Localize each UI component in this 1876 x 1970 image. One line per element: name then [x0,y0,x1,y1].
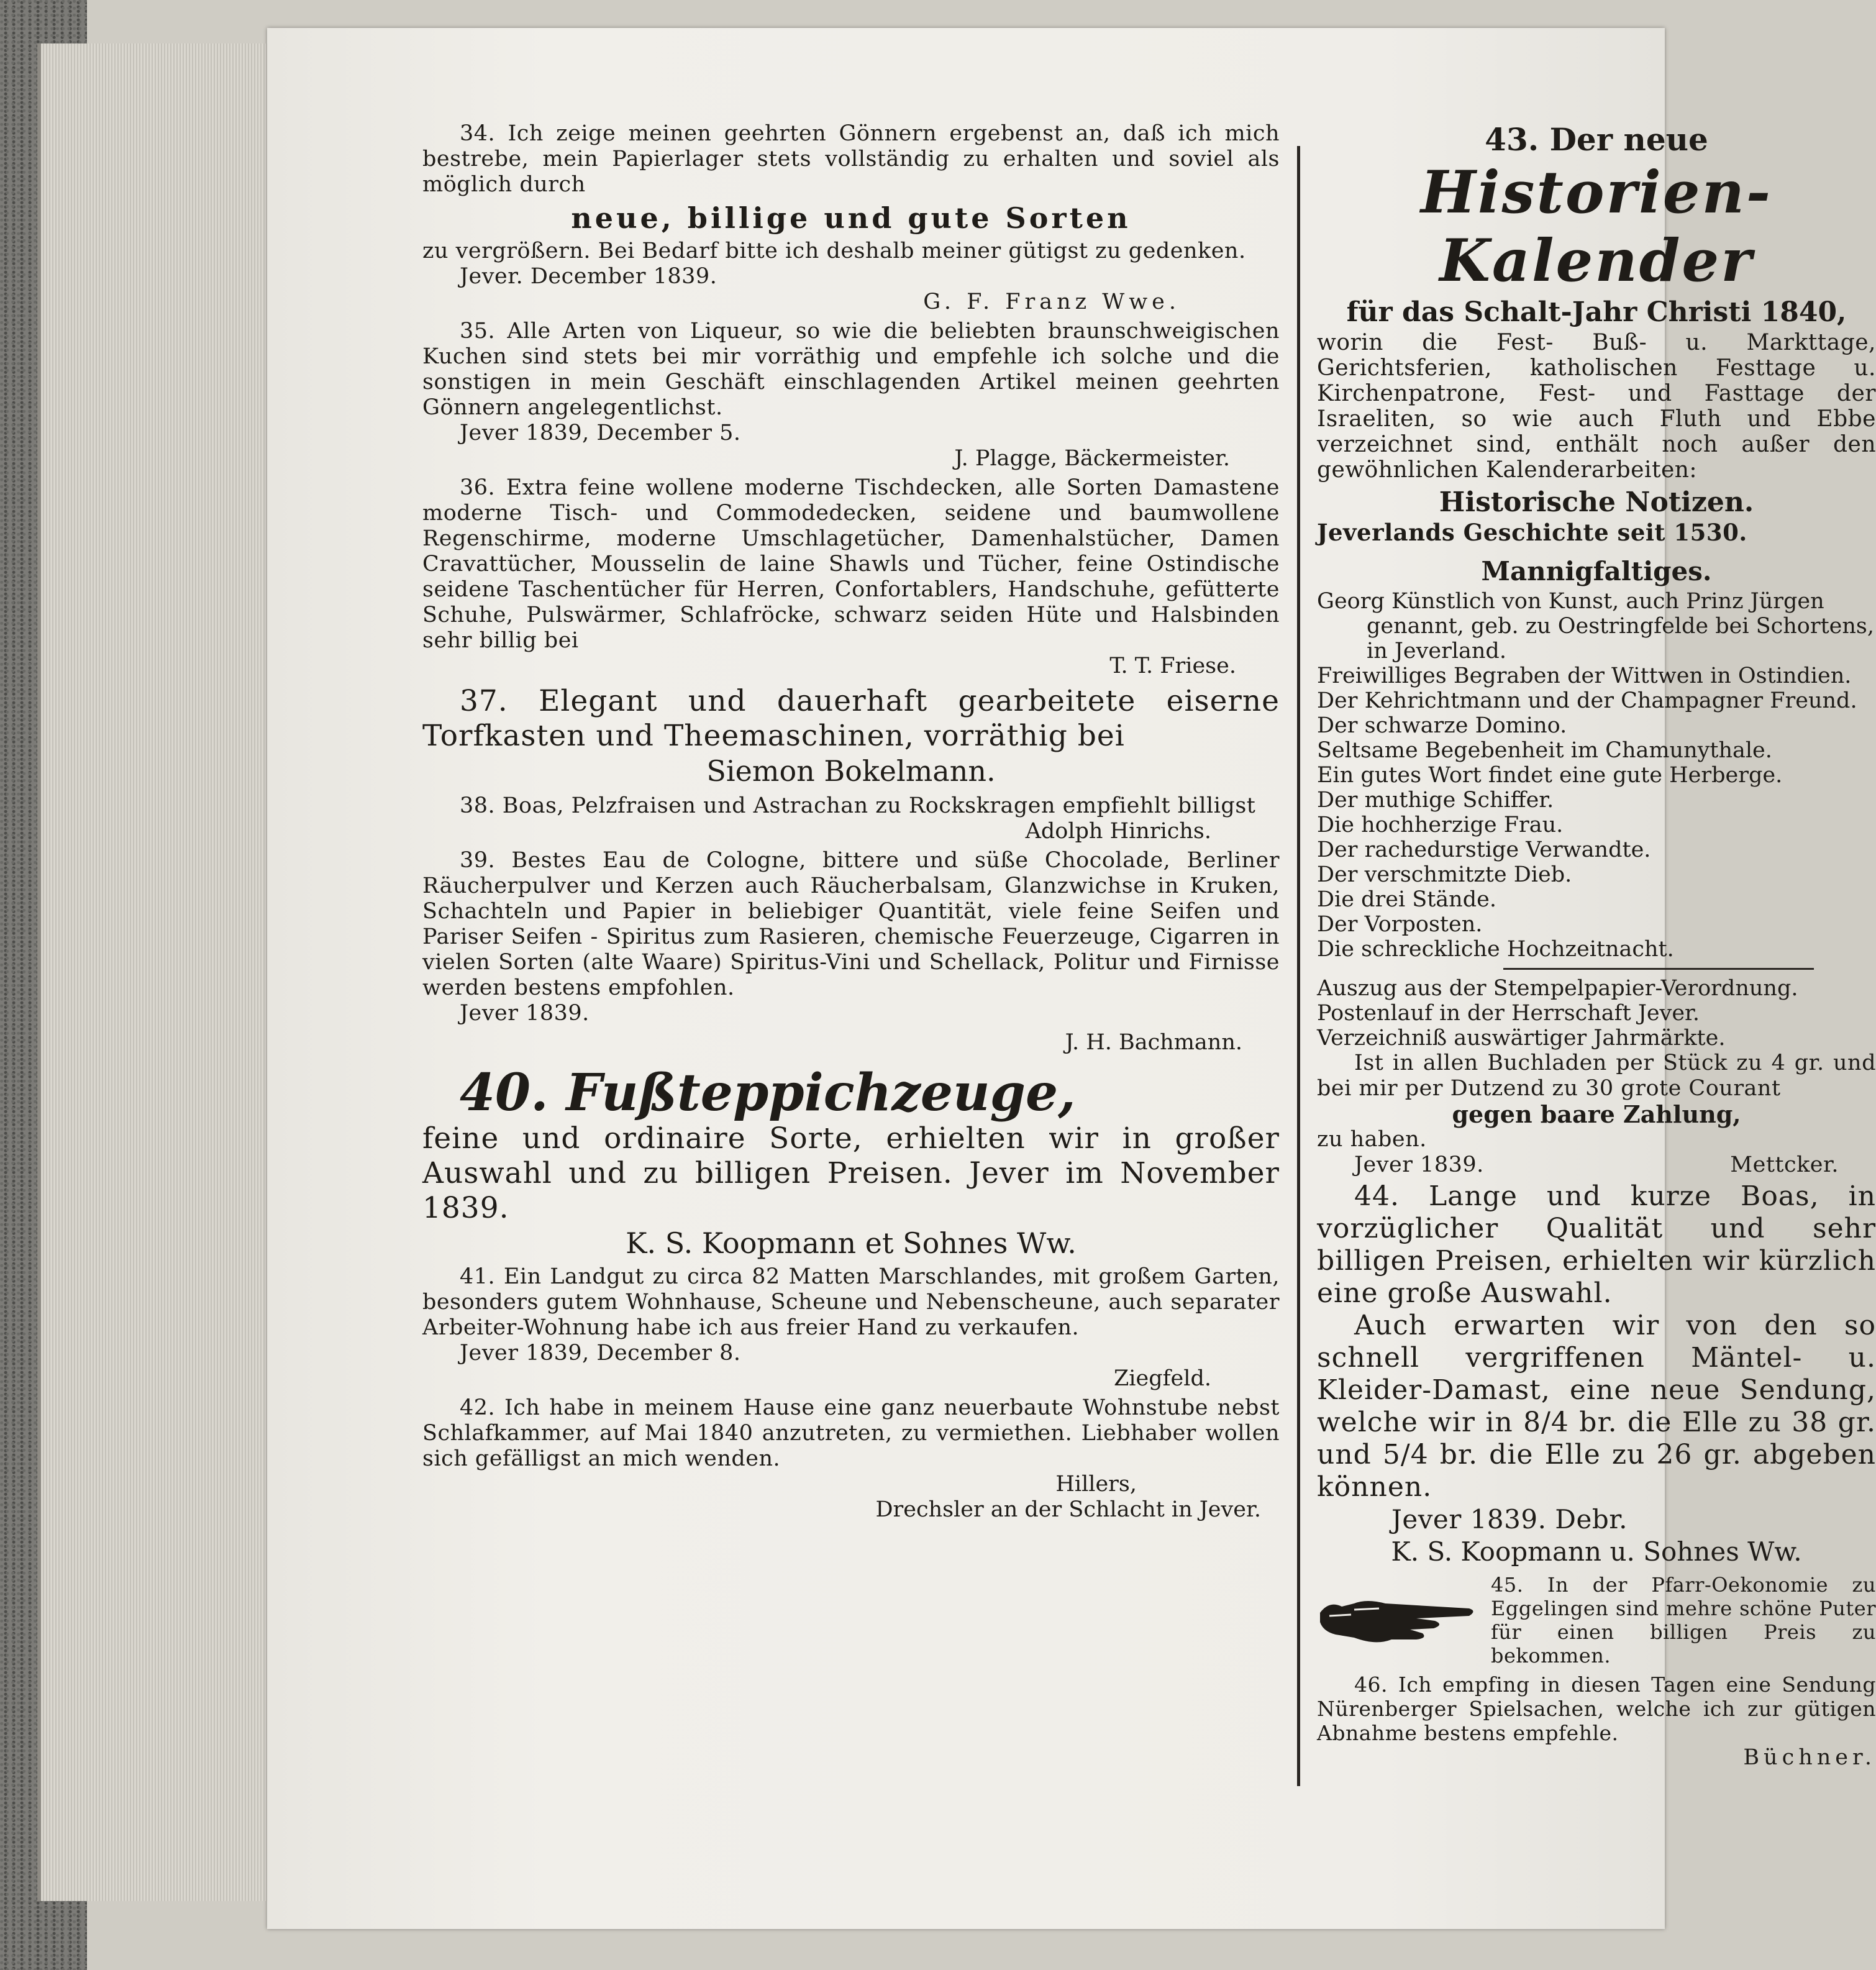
ad-43-price-terms: gegen baare Zahlung, [1452,1100,1741,1128]
ad-38-signature: Adolph Hinrichs. [1025,819,1211,844]
ad-41 [422,1264,1280,1392]
ad-45-text: 45. In der Pfarr-Oekonomie zu Eggelingen sind mehre schöne Puter für einen billigen Preis zu bekommen. [1491,1573,1876,1667]
list-item: Ein gutes Wort findet eine gute Herberge. [1317,763,1783,788]
ad-34-signature: G. F. Franz Wwe. [923,290,1180,314]
ad-43-description: worin die Fest- Buß- u. Markttage, Gerichtsferien, katholischen Festtage u. Kirchenpatrone, Fest- und Fasttage der Israeliten, so wie auch Fluth und Ebbe verzeichnet sind, enthält noch außer den gewöhnlichen Kalenderarbeiten: [1317,330,1876,483]
ad-37-text: 37. Elegant und dauerhaft gearbeitete eiserne Torfkasten und Theemaschinen, vorräthig bei [422,684,1280,753]
ad-34-date: Jever. December 1839. [460,264,717,289]
right-column [1317,121,1876,1771]
ad-44 [1317,1180,1876,1568]
column-divider [1297,146,1300,1786]
ad-43-price-end: zu haben. [1317,1127,1427,1152]
ad-35 [422,319,1280,472]
ad-36 [422,475,1280,679]
ad-34-text-2: zu vergrößern. Bei Bedarf bitte ich deshalb meiner gütigst zu gedenken. [422,239,1246,263]
ad-41-signature: Ziegfeld. [1113,1366,1211,1391]
ad-38-text: 38. Boas, Pelzfraisen und Astrachan zu Rockskragen empfiehlt billigst [460,793,1256,818]
list-item: Der Vorposten. [1317,912,1483,937]
ad-43-misc-list [1317,589,1876,962]
ad-43-misc-heading: Mannigfaltiges. [1481,556,1712,586]
list-item: Der rachedurstige Verwandte. [1317,837,1651,862]
left-column [422,121,1280,1523]
newspaper-page [267,28,1876,1929]
list-item: Auszug aus der Stempelpapier-Verordnung. [1317,976,1798,1001]
ad-37 [422,684,1280,788]
ad-36-signature: T. T. Friese. [1109,654,1236,678]
ad-44-text-2: Auch erwarten wir von den so schnell vergriffenen Mäntel- u. Kleider-Damast, eine neue Sendung, welche wir in 8/4 br. die Elle zu 38 gr. und 5/4 br. die Elle zu 26 gr. abgeben können. [1317,1310,1876,1503]
list-item: Postenlauf in der Herrschaft Jever. [1317,1001,1700,1026]
ad-43-footer [1317,1152,1876,1178]
ad-39-signature: J. H. Bachmann. [1065,1030,1242,1055]
ad-38 [422,793,1280,844]
ad-40 [422,1064,1280,1261]
ad-43 [1317,121,1876,1178]
ad-46 [1317,1672,1876,1771]
ad-40-text: feine und ordinaire Sorte, erhielten wir in großer Auswahl und zu billigen Preisen. Jever im November 1839. [422,1121,1280,1225]
ad-40-headline: 40. Fußteppichzeuge, [460,1063,1076,1123]
ad-44-date: Jever 1839. Debr. [1391,1504,1628,1535]
list-item: Die drei Stände. [1317,887,1496,912]
ad-36-text: 36. Extra feine wollene moderne Tischdecken, alle Sorten Damastene moderne Tisch- und Commodedecken, seidene und baumwollene Regenschirme, moderne Umschlagetücher, Damenhalstücher, Damen Cravattücher, Mousselin de laine Shawls und Tücher, feine Ostindische seidene Taschentücher für Herren, Confortablers, Handschuhe, gefütterte Schuhe, Pulswärmer, Schlafröcke, schwarz seiden Hüte und Halsbinden sehr billig bei [422,475,1280,653]
ad-42-signature: Hillers, [1055,1472,1137,1497]
ad-42-text: 42. Ich habe in meinem Hause eine ganz neuerbaute Wohnstube nebst Schlafkammer, auf Mai 1840 anzutreten, zu vermiethen. Liebhaber wollen sich gefälligst an mich wenden. [422,1395,1280,1471]
ad-43-notes-line: Jeverlands Geschichte seit 1530. [1317,519,1747,546]
ad-45 [1317,1573,1876,1667]
ad-42 [422,1395,1280,1523]
ad-39-text: 39. Bestes Eau de Cologne, bittere und süße Chocolade, Berliner Räucherpulver und Kerzen auch Räucherbalsam, Glanzwichse in Kruken, Schachteln und Papier in beliebiger Quantität, viele feine Seifen und Pariser Seifen - Spiritus zum Rasieren, chemische Feuerzeuge, Cigarren in vielen Sorten (alte Waare) Spiritus-Vini und Schellack, Politur und Firnisse werden bestens empfohlen. [422,848,1280,1000]
ad-44-signature: K. S. Koopmann u. Sohnes Ww. [1391,1536,1802,1567]
ad-35-text: 35. Alle Arten von Liqueur, so wie die beliebten braunschweigischen Kuchen sind stets bei mir vorräthig und empfehle ich solche und die sonstigen in mein Geschäft einschlagenden Artikel meinen geehrten Gönnern angelegentlichst. [422,319,1280,420]
list-item: Verzeichniß auswärtiger Jahrmärkte. [1317,1026,1726,1051]
page-edges [37,43,277,1901]
list-item: Der schwarze Domino. [1317,713,1567,738]
list-item: Der muthige Schiffer. [1317,788,1554,813]
ad-35-date: Jever 1839, December 5. [460,421,741,445]
ad-41-text: 41. Ein Landgut zu circa 82 Matten Marschlandes, mit großem Garten, besonders gutem Wohnhause, Scheune und Nebenscheune, auch separater Arbeiter-Wohnung habe ich aus freier Hand zu verkaufen. [422,1264,1280,1340]
list-item: Die schreckliche Hochzeitnacht. [1317,937,1674,962]
ad-37-signature: Siemon Bokelmann. [706,754,996,788]
ad-43-price: Ist in allen Buchladen per Stück zu 4 gr. und bei mir per Dutzend zu 30 grote Courant [1317,1051,1876,1101]
ad-41-date: Jever 1839, December 8. [460,1341,741,1366]
list-item: Seltsame Begebenheit im Chamunythale. [1317,738,1772,763]
ad-43-year: für das Schalt-Jahr Christi 1840, [1346,296,1847,328]
ad-34-text: 34. Ich zeige meinen geehrten Gönnern ergebenst an, daß ich mich bestrebe, mein Papierlager stets vollständig zu erhalten und soviel als möglich durch [422,121,1280,197]
ad-42-signature-address: Drechsler an der Schlacht in Jever. [875,1497,1261,1522]
ad-39 [422,848,1280,1056]
list-item: Die hochherzige Frau. [1317,813,1564,837]
ad-44-text: 44. Lange und kurze Boas, in vorzüglicher Qualität und sehr billigen Preisen, erhielten wir kürzlich eine große Auswahl. [1317,1180,1876,1309]
list-item: Der verschmitzte Dieb. [1317,862,1572,887]
ad-43-signature: Mettcker. [1730,1152,1839,1177]
ad-40-signature: K. S. Koopmann et Sohnes Ww. [626,1226,1077,1260]
ad-34 [422,121,1280,315]
ad-35-signature: J. Plagge, Bäckermeister. [954,446,1230,471]
section-rule [1503,968,1814,970]
ad-43-title: Historien-Kalender [1421,158,1772,295]
pointing-hand-icon [1317,1585,1478,1656]
ad-43-notes-heading: Historische Notizen. [1439,486,1754,518]
ad-39-date: Jever 1839. [460,1001,590,1026]
list-item: Der Kehrichtmann und der Champagner Freund. [1317,688,1857,713]
list-item: Georg Künstlich von Kunst, auch Prinz Jürgen genannt, geb. zu Oestringfelde bei Schortens, in Jeverland. [1317,589,1874,664]
list-item: Freiwilliges Begraben der Wittwen in Ostindien. [1317,664,1852,688]
ad-46-signature: Büchner. [1743,1745,1876,1770]
ad-34-headline: neue, billige und gute Sorten [571,201,1131,235]
ad-43-date: Jever 1839. [1354,1152,1484,1177]
ad-46-text: 46. Ich empfing in diesen Tagen eine Sendung Nürenberger Spielsachen, welche ich zur gütigen Abnahme bestens empfehle. [1317,1672,1876,1745]
ad-43-headline: 43. Der neue [1485,121,1708,158]
